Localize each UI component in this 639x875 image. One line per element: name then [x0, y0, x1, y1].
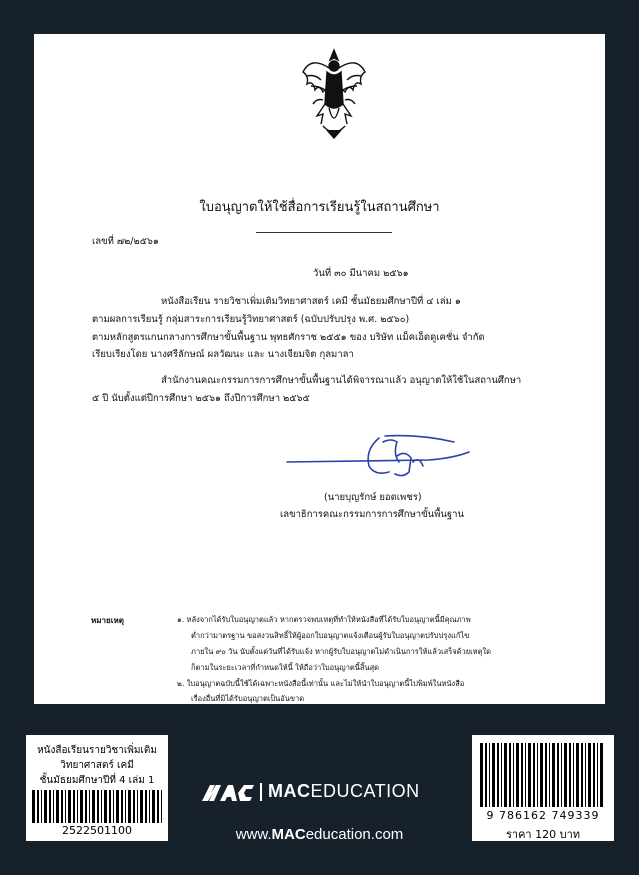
note-line: ภายใน ๙๐ วัน นับตั้งแต่วันที่ได้รับแจ้ง หากผู้รับใบอนุญาตไม่ดำเนินการให้แล้วเสร็จด้วยเหตุใด [191, 647, 492, 656]
mac-logo-icon [202, 781, 254, 803]
issue-date: วันที่ ๓๐ มีนาคม ๒๕๖๑ [313, 268, 409, 279]
signer-title: เลขาธิการคณะกรรมการการศึกษาขั้นพื้นฐาน [280, 509, 464, 520]
isbn-number: 9 786162 749339 [486, 809, 600, 822]
price-label: ราคา 120 บาท [505, 828, 581, 841]
product-barcode [32, 790, 162, 823]
note-line: เรื่องอื่นที่มิได้รับอนุญาตเป็นอันขาด [191, 694, 305, 703]
logo-divider [260, 783, 262, 801]
notes-label: หมายเหตุ [91, 616, 124, 625]
signature [279, 432, 479, 482]
note-line: ต่ำกว่ามาตรฐาน ขอสงวนสิทธิ์ให้ผู้ออกใบอนุญาตแจ้งเตือนผู้รับใบอนุญาตปรับปรุงแก้ไข [191, 631, 470, 640]
approval-line: ๕ ปี นับตั้งแต่ปีการศึกษา ๒๕๖๑ ถึงปีการศึกษา ๒๕๖๕ [92, 393, 310, 404]
approval-line: สำนักงานคณะกรรมการการศึกษาขั้นพื้นฐานได้พิจารณาแล้ว อนุญาตให้ใช้ในสถานศึกษา [161, 375, 522, 386]
product-barcode-number: 2522501100 [62, 824, 132, 837]
body-line: ตามผลการเรียนรู้ กลุ่มสาระการเรียนรู้วิทยาศาสตร์ (ฉบับปรับปรุง พ.ศ. ๒๕๖๐) [92, 314, 410, 325]
publisher-logo [202, 781, 442, 803]
title-underline [256, 232, 392, 233]
reference-number: เลขที่ ๗๒/๒๕๖๑ [92, 236, 159, 247]
publisher-website[interactable]: www.MACeducation.com [235, 826, 404, 843]
body-line: เรียบเรียงโดย นางศรีลักษณ์ ผลวัฒนะ และ นางเจียมจิต กุลมาลา [92, 349, 354, 360]
body-line: ตามหลักสูตรแกนกลางการศึกษาขั้นพื้นฐาน พุทธศักราช ๒๕๕๑ ของ บริษัท แม็คเอ็ดดูเคชั่น จำกัด [92, 332, 485, 343]
garuda-emblem-icon [299, 46, 369, 141]
publisher-name: MACEDUCATION [268, 781, 420, 801]
book-subject: หนังสือเรียนรายวิชาเพิ่มเติม [37, 745, 157, 756]
isbn-price-box [472, 735, 614, 841]
permit-document [34, 34, 605, 704]
book-grade: ชั้นมัธยมศึกษาปีที่ 4 เล่ม 1 [39, 775, 155, 786]
document-title: ใบอนุญาตให้ใช้สื่อการเรียนรู้ในสถานศึกษา [199, 200, 440, 215]
note-line: ๑. หลังจากได้รับใบอนุญาตแล้ว หากตรวจพบเหตุที่ทำให้หนังสือที่ได้รับใบอนุญาตนี้มีคุณภาพ [177, 615, 471, 624]
signer-name: (นายบุญรักษ์ ยอดเพชร) [324, 492, 422, 503]
isbn-barcode [480, 743, 606, 807]
body-line: หนังสือเรียน รายวิชาเพิ่มเติมวิทยาศาสตร์ เคมี ชั้นมัธยมศึกษาปีที่ ๔ เล่ม ๑ [161, 296, 461, 307]
book-course: วิทยาศาสตร์ เคมี [60, 760, 134, 771]
note-line: ก็ตามในระยะเวลาที่กำหนดให้นี้ ให้ถือว่าใบอนุญาตนี้สิ้นสุด [191, 663, 380, 672]
note-line: ๒. ใบอนุญาตฉบับนี้ใช้ได้เฉพาะหนังสือนี้เท่านั้น และไม่ให้นำใบอนุญาตนี้ไปพิมพ์ในหนังสือ [177, 679, 465, 688]
